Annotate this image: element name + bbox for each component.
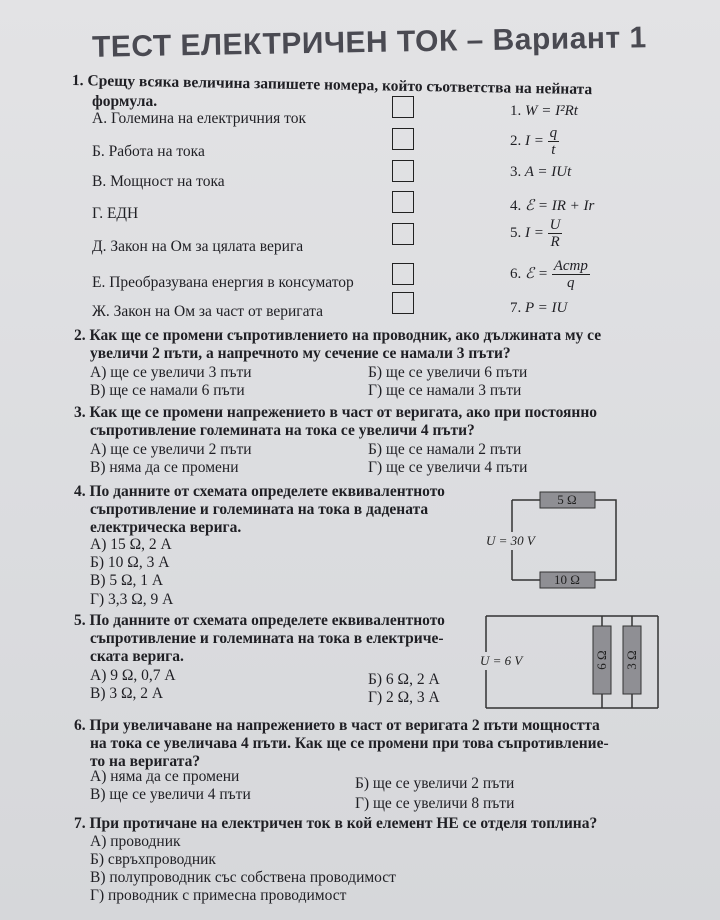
q1-item-zh: Ж. Закон на Ом за част от веригата bbox=[92, 303, 323, 320]
question-4-text: 4. По данните от схемата определете еквивалентното bbox=[74, 483, 445, 500]
question-2-text: 2. Как ще се промени съпротивлението на проводник, ако дължината му се bbox=[74, 327, 602, 344]
answer-box-a[interactable] bbox=[392, 96, 414, 118]
question-1-text-cont: формула. bbox=[92, 93, 158, 110]
resistor-3-ohm-label: 3 Ω bbox=[624, 650, 639, 670]
answer-box-e[interactable] bbox=[392, 263, 414, 285]
q7-option-a[interactable]: А) проводник bbox=[90, 833, 181, 850]
q6-option-v[interactable]: В) ще се увеличи 4 пъти bbox=[90, 786, 251, 803]
formula-2-numerator: q bbox=[549, 125, 558, 141]
question-5-text-cont: съпротивление и големината на тока в електриче- bbox=[90, 630, 444, 647]
formula-1-number: 1. bbox=[510, 103, 522, 119]
q1-item-e: Е. Преобразувана енергия в консуматор bbox=[92, 274, 354, 291]
formula-5-denominator: R bbox=[550, 234, 560, 250]
q3-option-a[interactable]: А) ще се увеличи 2 пъти bbox=[90, 441, 252, 458]
q3-option-b[interactable]: Б) ще се намали 2 пъти bbox=[368, 441, 522, 458]
formula-6-lhs: ℰ = bbox=[525, 265, 548, 282]
formula-6 bbox=[510, 258, 590, 291]
q2-option-b[interactable]: Б) ще се увеличи 6 пъти bbox=[368, 364, 528, 381]
page-title: ТЕСТ ЕЛЕКТРИЧЕН ТОК – Вариант 1 bbox=[91, 21, 647, 64]
q6-option-g[interactable]: Г) ще се увеличи 8 пъти bbox=[355, 795, 515, 812]
q5-option-g[interactable]: Г) 2 Ω, 3 А bbox=[368, 689, 440, 706]
formula-4-number: 4. bbox=[510, 198, 522, 214]
formula-4-expr: ℰ = IR + Ir bbox=[525, 198, 595, 214]
answer-box-d[interactable] bbox=[392, 223, 414, 245]
formula-6-denominator: q bbox=[567, 275, 575, 291]
q1-item-g: Г. ЕДН bbox=[92, 205, 139, 222]
formula-2-denominator: t bbox=[551, 142, 556, 158]
q5-option-a[interactable]: А) 9 Ω, 0,7 А bbox=[90, 667, 176, 684]
question-1-text: 1. Срещу всяка величина запишете номера, който съответства на нейната bbox=[71, 72, 593, 99]
voltage-label-30v: U = 30 V bbox=[486, 533, 535, 548]
q4-option-v[interactable]: В) 5 Ω, 1 А bbox=[90, 572, 164, 589]
formula-7-number: 7. bbox=[510, 300, 522, 316]
formula-2 bbox=[510, 125, 559, 158]
question-3-text: 3. Как ще се промени напрежението в част от веригата, ако при постоянно bbox=[74, 404, 598, 421]
question-7-text: 7. При протичане на електричен ток в кой елемент НЕ се отделя топлина? bbox=[74, 815, 598, 832]
q7-option-b[interactable]: Б) свръхпроводник bbox=[90, 851, 216, 868]
formula-5-lhs: I = bbox=[525, 224, 544, 241]
question-5-text-cont2: ската верига. bbox=[90, 648, 184, 665]
formula-1 bbox=[510, 103, 578, 120]
q1-item-v: В. Мощност на тока bbox=[92, 173, 225, 190]
answer-box-g[interactable] bbox=[392, 191, 414, 213]
question-5-text: 5. По данните от схемата определете еквивалентното bbox=[74, 612, 445, 629]
formula-3 bbox=[510, 164, 571, 181]
formula-5 bbox=[510, 217, 562, 250]
q2-option-v[interactable]: В) ще се намали 6 пъти bbox=[90, 382, 245, 399]
q4-option-g[interactable]: Г) 3,3 Ω, 9 А bbox=[90, 591, 174, 608]
answer-box-v[interactable] bbox=[392, 160, 414, 182]
formula-1-expr: W = I²Rt bbox=[525, 103, 578, 119]
q7-option-g[interactable]: Г) проводник с примесна проводимост bbox=[90, 887, 347, 904]
formula-2-number: 2. bbox=[510, 132, 522, 149]
q1-item-b: Б. Работа на тока bbox=[92, 143, 205, 160]
formula-5-numerator: U bbox=[549, 217, 561, 233]
formula-7-expr: P = IU bbox=[525, 300, 568, 316]
resistor-10-ohm-label: 10 Ω bbox=[554, 572, 580, 587]
resistor-6-ohm-label: 6 Ω bbox=[594, 650, 609, 670]
voltage-label-6v: U = 6 V bbox=[480, 653, 523, 668]
question-6-text-cont: на тока се увеличава 4 пъти. Как ще се промени при това съпротивление- bbox=[90, 735, 609, 752]
q3-option-g[interactable]: Г) ще се увеличи 4 пъти bbox=[368, 459, 528, 476]
formula-7 bbox=[510, 300, 567, 317]
resistor-5-ohm-label: 5 Ω bbox=[557, 492, 577, 507]
formula-4 bbox=[510, 196, 594, 215]
question-4-text-cont2: електрическа верига. bbox=[90, 519, 242, 536]
answer-box-zh[interactable] bbox=[392, 292, 414, 314]
question-6-text-cont2: то на веригата? bbox=[90, 753, 201, 770]
circuit-series bbox=[480, 482, 620, 600]
q3-option-v[interactable]: В) няма да се промени bbox=[90, 459, 239, 476]
q7-option-v[interactable]: В) полупроводник със собствена проводимост bbox=[90, 869, 396, 886]
q4-option-b[interactable]: Б) 10 Ω, 3 А bbox=[90, 554, 170, 571]
question-3-text-cont: съпротивление големината на тока се увеличи 4 пъти? bbox=[90, 422, 475, 439]
formula-3-expr: A = IUt bbox=[524, 164, 572, 180]
q5-option-b[interactable]: Б) 6 Ω, 2 А bbox=[368, 671, 440, 688]
q1-item-d: Д. Закон на Ом за цялата верига bbox=[92, 238, 304, 255]
formula-2-lhs: I = bbox=[525, 132, 544, 149]
question-6-text: 6. При увеличаване на напрежението в част от веригата 2 пъти мощността bbox=[74, 717, 600, 734]
formula-3-number: 3. bbox=[510, 164, 522, 180]
question-4-text-cont: съпротивление и големината на тока в дадената bbox=[90, 501, 429, 518]
question-2-text-cont: увеличи 2 пъти, а напречното му сечение се намали 3 пъти? bbox=[90, 345, 511, 362]
q2-option-a[interactable]: А) ще се увеличи 3 пъти bbox=[90, 364, 252, 381]
q6-option-a[interactable]: А) няма да се промени bbox=[90, 768, 240, 785]
answer-box-b[interactable] bbox=[392, 128, 414, 150]
q2-option-g[interactable]: Г) ще се намали 3 пъти bbox=[368, 382, 522, 399]
formula-6-number: 6. bbox=[510, 265, 522, 282]
formula-5-number: 5. bbox=[510, 224, 522, 241]
formula-6-numerator: Aстр bbox=[553, 258, 588, 274]
circuit-parallel bbox=[476, 612, 666, 712]
q4-option-a[interactable]: А) 15 Ω, 2 А bbox=[90, 536, 172, 553]
q1-item-a: А. Големина на електричния ток bbox=[92, 110, 306, 127]
q5-option-v[interactable]: В) 3 Ω, 2 А bbox=[90, 685, 164, 702]
q6-option-b[interactable]: Б) ще се увеличи 2 пъти bbox=[355, 775, 515, 792]
